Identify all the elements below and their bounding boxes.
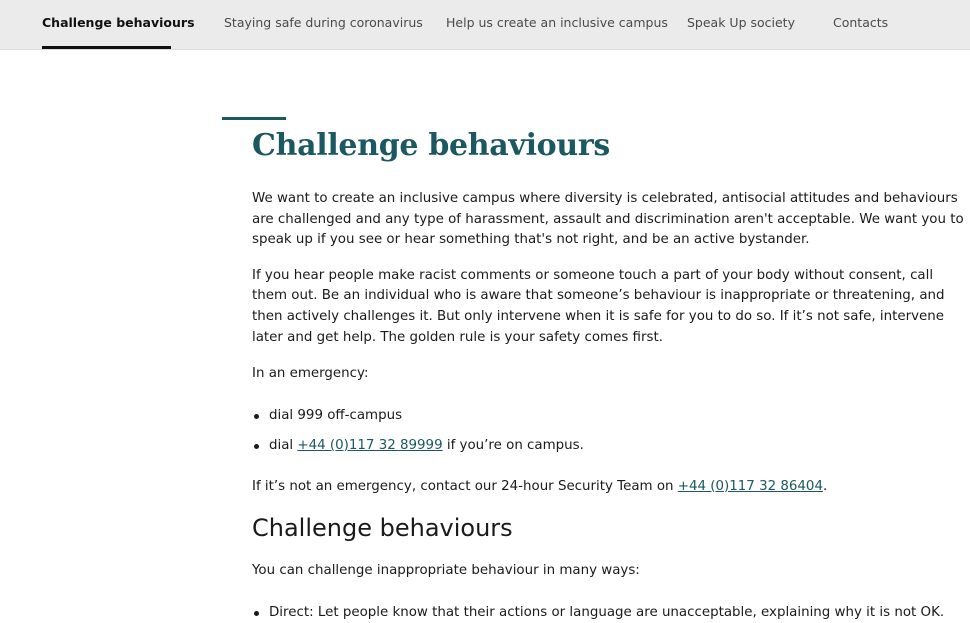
bullet-icon	[254, 611, 259, 616]
intro-paragraph: We want to create an inclusive campus where diversity is celebrated, antisocial attitudes and behaviours are challenged and any type of harassment, assault and discrimination aren't acceptable. We want you to speak up if you see or hear something that's not right, and be an active bystander.	[252, 191, 964, 248]
ways-list	[252, 603, 970, 623]
nav-tab-staying-safe[interactable]: Staying safe during coronavirus	[224, 15, 423, 30]
campus-emergency-phone-link[interactable]: +44 (0)117 32 89999	[297, 437, 443, 453]
main-content	[252, 118, 970, 623]
list-item-text: dial 999 off-campus	[269, 407, 403, 423]
list-item	[252, 436, 970, 456]
nav-tab-inclusive-campus[interactable]: Help us create an inclusive campus	[446, 15, 668, 30]
security-team-phone-link[interactable]: +44 (0)117 32 86404	[677, 478, 823, 494]
list-item-suffix: if you’re on campus.	[442, 437, 584, 453]
page-title: Challenge behaviours	[252, 128, 610, 163]
ways-intro-paragraph: You can challenge inappropriate behaviour in many ways:	[252, 563, 640, 579]
non-emergency-suffix: .	[822, 478, 828, 494]
section-title: Challenge behaviours	[252, 514, 513, 543]
emergency-heading: In an emergency:	[252, 366, 369, 382]
nav-tab-challenge-behaviours[interactable]: Challenge behaviours	[42, 15, 195, 30]
bystander-paragraph: If you hear people make racist comments or someone touch a part of your body without consent, call them out. Be an individual who is aware that someone’s behaviour is inappropriate or threatening, and then actively challenges it. But only intervene when it is safe for you to do so. If it’s not safe, intervene later and get help. The golden rule is your safety comes first.	[252, 267, 945, 345]
emergency-list	[252, 406, 970, 456]
bullet-icon	[254, 444, 259, 449]
top-navigation	[0, 0, 970, 50]
nav-tab-speak-up-society[interactable]: Speak Up society	[687, 15, 795, 30]
non-emergency-paragraph	[252, 477, 968, 498]
list-item-text: Direct: Let people know that their actions or language are unacceptable, explaining why it is not OK.	[269, 604, 945, 620]
list-item	[252, 406, 970, 426]
active-tab-indicator	[42, 46, 171, 49]
list-item	[252, 603, 970, 623]
nav-tab-contacts[interactable]: Contacts	[833, 15, 889, 30]
bullet-icon	[254, 414, 259, 419]
non-emergency-prefix: If it’s not an emergency, contact our 24-hour Security Team on	[252, 478, 678, 494]
list-item-prefix: dial	[269, 437, 298, 453]
